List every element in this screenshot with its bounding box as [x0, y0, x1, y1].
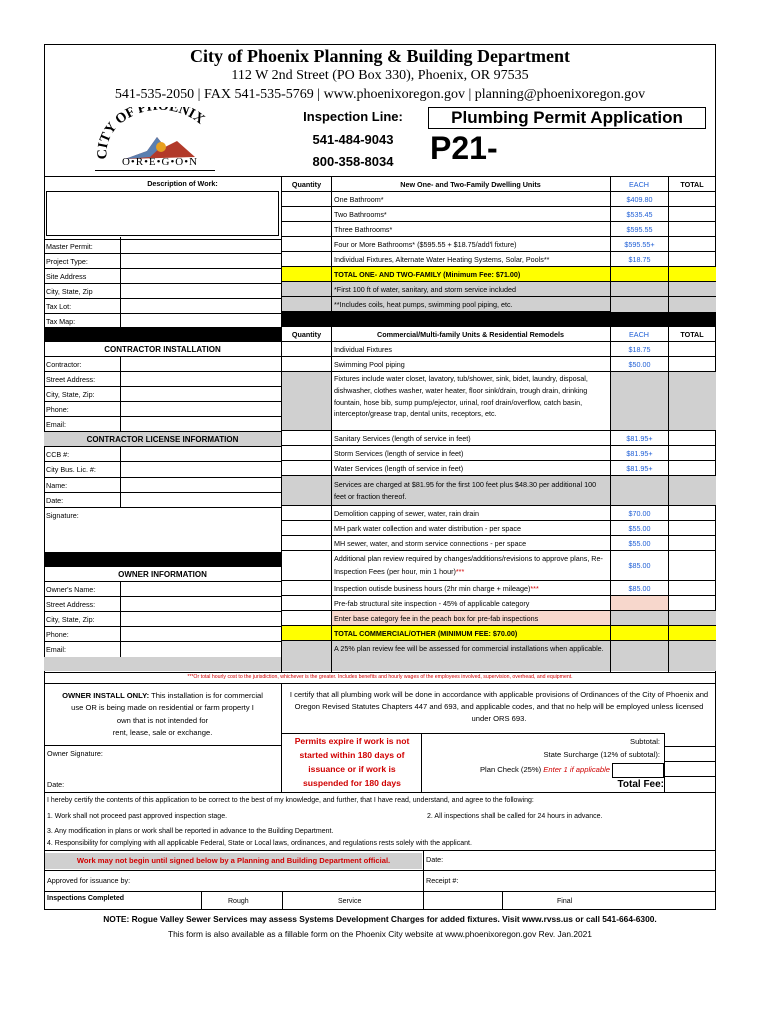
res-qty-input[interactable] [282, 207, 331, 222]
res-qty-input[interactable] [282, 192, 331, 207]
subtotal-label: Subtotal: [630, 737, 660, 746]
res-section-heading: New One- and Two-Family Dwelling Units [400, 179, 541, 189]
res-grand-total[interactable] [669, 267, 716, 282]
surcharge-value[interactable] [665, 747, 716, 762]
license-name-label: Name: [46, 480, 68, 490]
res-note-2: **Includes coils, heat pumps, swimming pool piping, etc. [332, 297, 610, 312]
com-qty-input[interactable] [282, 551, 331, 581]
project-type-field[interactable] [44, 254, 281, 269]
site-city-label: City, State, Zip [46, 286, 93, 296]
res-item-fixtures: Individual Fixtures, Alternate Water Heating Systems, Solar, Pools** [332, 252, 610, 267]
terms-intro: I hereby certify the contents of this application to be correct to the best of my knowledge, and further, that I have read, understand, and agree to the following: [47, 797, 534, 804]
owner-signature-field[interactable] [47, 749, 103, 758]
receipt-label: Receipt #: [426, 876, 459, 885]
subtotal-value[interactable] [665, 733, 716, 747]
com-line-total[interactable] [669, 506, 716, 521]
com-line-total[interactable] [669, 551, 716, 581]
owner-signature-label: Owner Signature: [47, 749, 103, 758]
site-address-field[interactable] [44, 269, 281, 284]
com-grand-total[interactable] [669, 626, 716, 641]
res-note-blank [282, 282, 331, 297]
com-outside-hours: Inspection outisde business hours (2hr min charge + mileage) *** [332, 581, 610, 596]
prefab-peach-box[interactable] [611, 596, 668, 611]
owner-name-field[interactable] [44, 582, 281, 597]
com-mh-sewer: MH sewer, water, and storm service connections - per space [332, 536, 610, 551]
description-of-work-label: Description of Work: [147, 179, 218, 188]
res-line-total[interactable] [669, 237, 716, 252]
res-total-qty [282, 267, 331, 282]
term-3: 3. Any modification in plans or work shall be reported in advance to the Building Department. [47, 828, 334, 835]
com-qty-input[interactable] [282, 506, 331, 521]
com-demolition: Demolition capping of sewer, water, rain drain [332, 506, 610, 521]
term-4: 4. Responsibility for complying with all applicable Federal, State or Local laws, ordinances, and regulations rests solely with the applicant. [47, 840, 472, 847]
com-qty-input[interactable] [282, 357, 331, 372]
tax-lot-label: Tax Lot: [46, 301, 72, 311]
com-qty-input[interactable] [282, 536, 331, 551]
res-qty-input[interactable] [282, 252, 331, 267]
owner-phone-label: Phone: [46, 629, 69, 639]
com-services-note: Services are charged at $81.95 for the first 100 feet plus $48.30 per additional 100 feet or fraction thereof. [332, 476, 610, 506]
contractor-email-label: Email: [46, 419, 66, 429]
com-individual-fixtures: Individual Fixtures [332, 342, 610, 357]
com-line-total[interactable] [669, 357, 716, 372]
contractor-phone-label: Phone: [46, 404, 69, 414]
contractor-field[interactable] [44, 357, 281, 372]
com-line-total[interactable] [669, 581, 716, 596]
certify-text: I certify that all plumbing work will be done in accordance with applicable provisions of Ordinances of the City of Phoenix and Oregon Revised Statutes Chapters 447 and 693, and applicable codes, and that no help will be employed unless licensed under ORS 693. [289, 690, 709, 724]
master-permit-label: Master Permit: [46, 242, 93, 251]
contractor-street-label: Street Address: [46, 374, 96, 384]
page-title: City of Phoenix Planning & Building Department [189, 46, 571, 66]
approval-date-label: Date: [426, 855, 444, 864]
com-quantity-header: Quantity [291, 329, 322, 339]
owner-heading: OWNER INFORMATION [44, 567, 281, 582]
license-date-field[interactable] [44, 493, 281, 508]
res-price: $409.80 [611, 192, 668, 207]
project-type-label: Project Type: [46, 256, 88, 266]
approval-date-field[interactable] [426, 855, 443, 864]
com-qty-input[interactable] [282, 611, 331, 626]
ccb-label: CCB #: [46, 449, 70, 459]
res-price: $595.55 [611, 222, 668, 237]
owner-email-field[interactable] [44, 642, 281, 657]
inspection-service[interactable]: Service [338, 898, 362, 905]
com-line-total[interactable] [669, 446, 716, 461]
com-line-total[interactable] [669, 461, 716, 476]
surcharge-label: State Surcharge (12% of subtotal): [543, 750, 660, 759]
com-section-heading: Commercial/Multi-family Units & Residential Remodels [377, 329, 564, 339]
divider-band [44, 327, 281, 342]
com-price: $81.95+ [611, 461, 668, 476]
divider-band [44, 552, 281, 567]
com-qty-input[interactable] [282, 461, 331, 476]
com-line-total[interactable] [669, 431, 716, 446]
com-price: $50.00 [611, 357, 668, 372]
com-swimming-pool: Swimming Pool piping [332, 357, 610, 372]
com-line-total[interactable] [669, 521, 716, 536]
license-heading: CONTRACTOR LICENSE INFORMATION [44, 432, 281, 447]
owner-date-label: Date: [47, 780, 65, 789]
signature-label: Signature: [46, 511, 79, 520]
total-fee-label: Total Fee: [617, 779, 664, 790]
com-price: $55.00 [611, 521, 668, 536]
res-total-line: TOTAL ONE- AND TWO-FAMILY (Minimum Fee: $71.00) [332, 267, 610, 282]
res-item-three-bath: Three Bathrooms* [332, 222, 610, 237]
inspection-rough[interactable]: Rough [228, 898, 249, 905]
inspection-final[interactable]: Final [557, 898, 573, 905]
res-item-four-bath: Four or More Bathrooms* ($595.55 + $18.75/add'l fixture) [332, 237, 610, 252]
com-prefab-enter: Enter base category fee in the peach box for pre-fab inspections [332, 611, 610, 626]
inspection-phone-1: 541-484-9043 [312, 132, 394, 147]
logo-state: O•R•E•G•O•N [121, 156, 199, 168]
com-plan-review-note: A 25% plan review fee will be assessed for commercial installations when applicable. [332, 641, 610, 671]
owner-street-field[interactable] [44, 597, 281, 612]
license-name-field[interactable] [44, 478, 281, 493]
plan-check-label: Plan Check (25%) Enter 1 if applicable [479, 765, 610, 774]
logo-arc-text: CITY OF P ENIX [95, 107, 208, 160]
owner-install-text: OWNER INSTALL ONLY: This installation is for commercial use OR is being made on residential or farm property I own that is not intended for rent, lease, sale or exchange. [62, 691, 263, 738]
res-qty-input[interactable] [282, 237, 331, 252]
owner-city-field[interactable] [44, 612, 281, 627]
contact-line: 541-535-2050 | FAX 541-535-5769 | www.phoenixoregon.gov | planning@phoenixoregon.gov [114, 87, 646, 102]
com-price: $70.00 [611, 506, 668, 521]
description-of-work-area[interactable] [46, 191, 279, 236]
owner-name-label: Owner's Name: [46, 584, 96, 594]
res-item-two-bath: Two Bathrooms* [332, 207, 610, 222]
plan-check-value[interactable] [665, 762, 716, 777]
divider-band [610, 312, 716, 327]
res-note-blank [282, 297, 331, 312]
res-qty-input[interactable] [282, 222, 331, 237]
term-1: 1. Work shall not proceed past approved inspection stage. [47, 813, 228, 820]
res-line-total[interactable] [669, 207, 716, 222]
contractor-city-label: City, State, Zip: [46, 389, 95, 399]
com-price: $81.95+ [611, 431, 668, 446]
com-qty-input[interactable] [282, 431, 331, 446]
term-2: 2. All inspections shall be called for 24 hours in advance. [427, 813, 603, 820]
license-date-label: Date: [46, 495, 64, 505]
com-prefab: Pre-fab structural site inspection - 45% of applicable category [332, 596, 610, 611]
business-license-label: City Bus. Lic. #: [46, 465, 96, 474]
com-fixtures-note: Fixtures include water closet, lavatory, tub/shower, sink, bidet, laundry, disposal, dishwasher, clothes washer, water heater, floor sink/drain, trough drain, drinking fountain, hose bib, sump pump/ejector, urinal, roof drain/overflow, catch basin, interceptor/grease trap, dental units, receptors, etc. [332, 372, 610, 431]
res-line-total[interactable] [669, 222, 716, 237]
com-price: $81.95+ [611, 446, 668, 461]
res-each-header: EACH [629, 179, 649, 189]
contractor-label: Contractor: [46, 359, 82, 369]
contractor-city-field[interactable] [44, 387, 281, 402]
plan-check-input[interactable] [612, 763, 664, 778]
res-line-total[interactable] [669, 192, 716, 207]
contractor-phone-field[interactable] [44, 402, 281, 417]
owner-phone-field[interactable] [44, 627, 281, 642]
res-price: $535.45 [611, 207, 668, 222]
inspection-phone-2: 800-358-8034 [312, 154, 394, 169]
com-qty-input[interactable] [282, 581, 331, 596]
footer-note: NOTE: Rogue Valley Sewer Services may assess Systems Development Charges for added fixtures. Visit www.rvss.us or call 541-664-6300. [103, 914, 657, 924]
com-sanitary: Sanitary Services (length of service in feet) [332, 431, 610, 446]
com-price: $18.75 [611, 342, 668, 357]
owner-email-label: Email: [46, 645, 66, 654]
owner-city-label: City, State, Zip: [46, 614, 95, 624]
com-line-total[interactable] [669, 536, 716, 551]
site-city-field[interactable] [44, 284, 281, 299]
approval-warning: Work may not begin until signed below by a Planning and Building Department official. [45, 853, 422, 869]
tax-lot-field[interactable] [44, 299, 281, 314]
com-total-header: TOTAL [680, 329, 704, 339]
contractor-street-field[interactable] [44, 372, 281, 387]
com-additional-review: Additional plan review required by changes/additions/revisions to approve plans, Re-Inspection Fees (per hour, min 1 hour)*** [332, 551, 610, 581]
permit-number[interactable]: P21- [430, 130, 498, 166]
com-water: Water Services (length of service in feet) [332, 461, 610, 476]
com-qty-input[interactable] [282, 596, 331, 611]
com-mh-park: MH park water collection and water distribution - per space [332, 521, 610, 536]
res-price: $18.75 [611, 252, 668, 267]
com-price: $55.00 [611, 536, 668, 551]
signature-field[interactable] [44, 508, 281, 551]
contractor-heading: CONTRACTOR INSTALLATION [44, 342, 281, 357]
address-line: 112 W 2nd Street (PO Box 330), Phoenix, OR 97535 [231, 68, 529, 83]
ccb-field[interactable] [44, 447, 281, 462]
res-note-1: *First 100 ft of water, sanitary, and storm service included [332, 282, 610, 297]
com-total-line: TOTAL COMMERCIAL/OTHER (MINIMUM FEE: $70.00) [332, 626, 610, 641]
com-qty-input[interactable] [282, 521, 331, 536]
res-price: $595.55+ [611, 237, 668, 252]
form-title: Plumbing Permit Application [428, 107, 706, 129]
approved-by-label: Approved for issuance by: [47, 876, 131, 885]
inspections-completed-label: Inspections Completed [47, 895, 125, 902]
res-quantity-header: Quantity [291, 179, 322, 189]
com-qty-input[interactable] [282, 446, 331, 461]
owner-street-label: Street Address: [46, 599, 96, 609]
com-price: $85.00 [611, 581, 668, 596]
total-fee-value[interactable] [665, 777, 716, 792]
com-price: $85.00 [611, 551, 668, 581]
contractor-email-field[interactable] [44, 417, 281, 432]
com-each-header: EACH [629, 329, 649, 339]
inspection-line-label: Inspection Line: [303, 109, 403, 124]
business-license-field[interactable] [44, 462, 281, 478]
com-storm: Storm Services (length of service in feet) [332, 446, 610, 461]
site-address-label: Site Address [46, 271, 87, 281]
footer-fillable: This form is also available as a fillable form on the Phoenix City website at www.phoenixoregon.gov Rev. Jan.2021 [168, 929, 592, 939]
res-line-total[interactable] [669, 252, 716, 267]
res-total-header: TOTAL [680, 179, 704, 189]
owner-date-field[interactable] [47, 780, 64, 789]
hourly-note: ***Or total hourly cost to the jurisdiction, whichever is the greater. Includes benefits and hourly wages of the employees involved, supervision, overhead, and equipment. [187, 674, 573, 680]
receipt-field[interactable] [426, 876, 458, 885]
expire-notice: Permits expire if work is not started within 180 days of issuance or if work is suspended for 180 days [294, 736, 410, 788]
com-qty-input[interactable] [282, 342, 331, 357]
approved-by-field[interactable] [47, 876, 130, 885]
com-line-total[interactable] [669, 342, 716, 357]
res-item-one-bath: One Bathroom* [332, 192, 610, 207]
com-line-total[interactable] [669, 596, 716, 611]
tax-map-label: Tax Map: [46, 316, 76, 326]
master-permit-field[interactable] [44, 239, 281, 254]
